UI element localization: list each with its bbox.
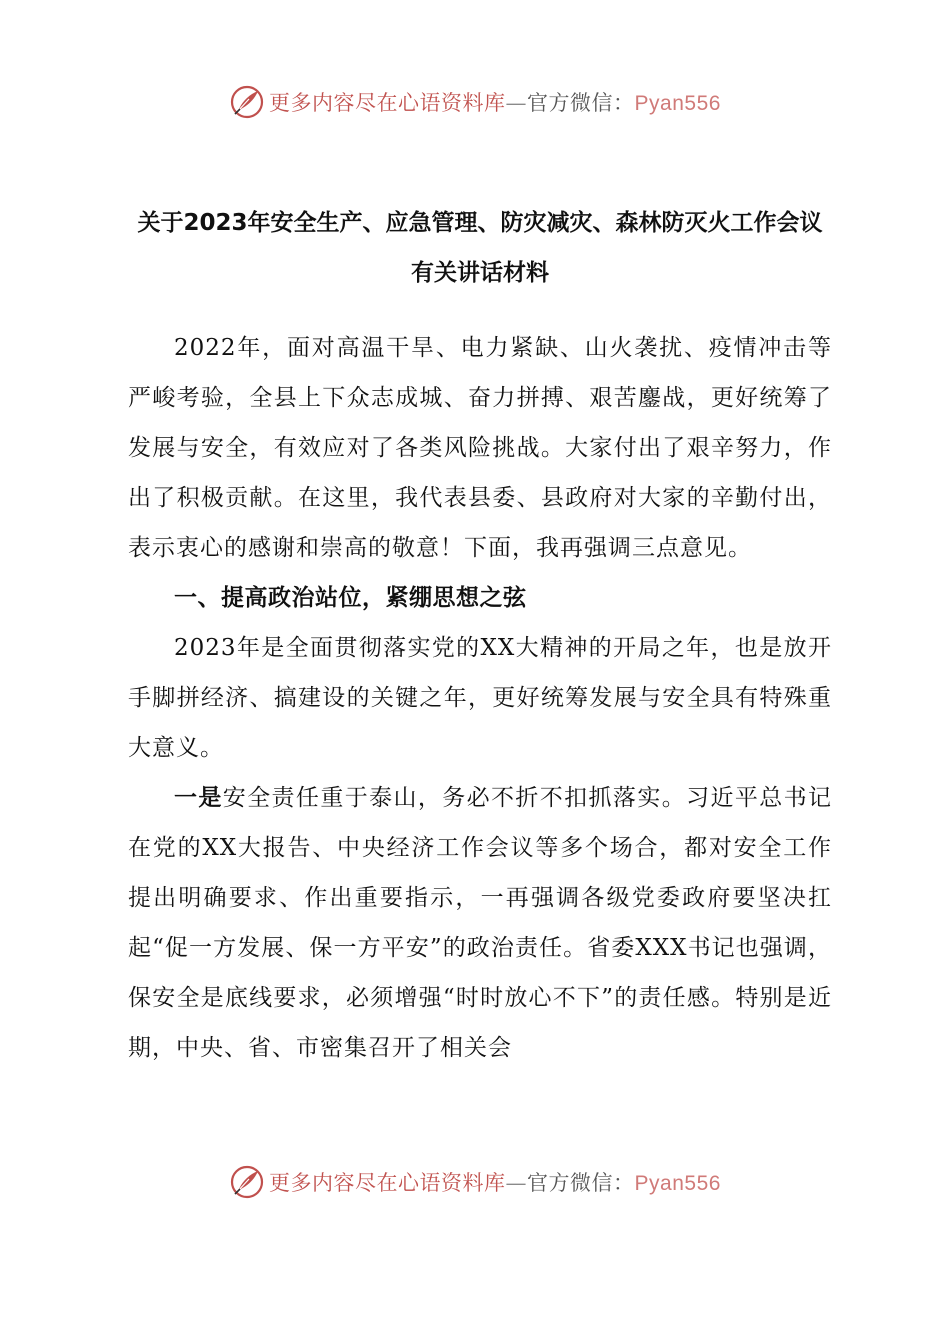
brand-text: 更多内容尽在心语资料库 bbox=[269, 1171, 506, 1195]
footer-banner bbox=[0, 1160, 950, 1204]
section-heading-one: 一、提高政治站位，紧绷思想之弦 bbox=[174, 585, 527, 611]
header-banner-text bbox=[269, 87, 721, 117]
header-banner bbox=[0, 80, 950, 124]
separator: — bbox=[505, 91, 528, 115]
feather-pen-logo-icon bbox=[229, 84, 265, 120]
document-title: 关于2023年安全生产、应急管理、防灾减灾、森林防灭火工作会议有关讲话材料 bbox=[137, 210, 823, 286]
separator: — bbox=[505, 1171, 528, 1195]
paragraph-intro: 2022年，面对高温干旱、电力紧缺、山火袭扰、疫情冲击等严峻考验，全县上下众志成城、奋力拼搏、艰苦鏖战，更好统筹了发展与安全，有效应对了各类风险挑战。大家付出了艰辛努力，作出了积极贡献。在这里，我代表县委、县政府对大家的辛勤付出，表示衷心的感谢和崇高的敬意！下面，我再强调三点意见。 bbox=[128, 335, 832, 561]
wechat-id: Pyan556 bbox=[634, 1172, 721, 1195]
point-one-body: 安全责任重于泰山，务必不折不扣抓落实。习近平总书记在党的XX大报告、中央经济工作会议等多个场合，都对安全工作提出明确要求、作出重要指示，一再强调各级党委政府要坚决扛起“促一方发展、保一方平安”的政治责任。省委XXX书记也强调，保安全是底线要求，必须增强“时时放心不下”的责任感。特别是近期，中央、省、市密集召开了相关会 bbox=[128, 785, 833, 1061]
wechat-id: Pyan556 bbox=[634, 92, 721, 115]
paragraph-section-one-intro: 2023年是全面贯彻落实党的XX大精神的开局之年，也是放开手脚拼经济、搞建设的关键之年，更好统筹发展与安全具有特殊重大意义。 bbox=[128, 635, 832, 761]
brand-text: 更多内容尽在心语资料库 bbox=[269, 91, 506, 115]
footer-banner-text bbox=[269, 1167, 721, 1197]
point-one-lead: 一是 bbox=[174, 785, 223, 811]
paragraph-point-one bbox=[128, 773, 832, 1073]
wechat-label: 官方微信： bbox=[527, 91, 635, 115]
wechat-label: 官方微信： bbox=[527, 1171, 635, 1195]
feather-pen-logo-icon bbox=[229, 1164, 265, 1200]
document-body bbox=[128, 323, 832, 1073]
